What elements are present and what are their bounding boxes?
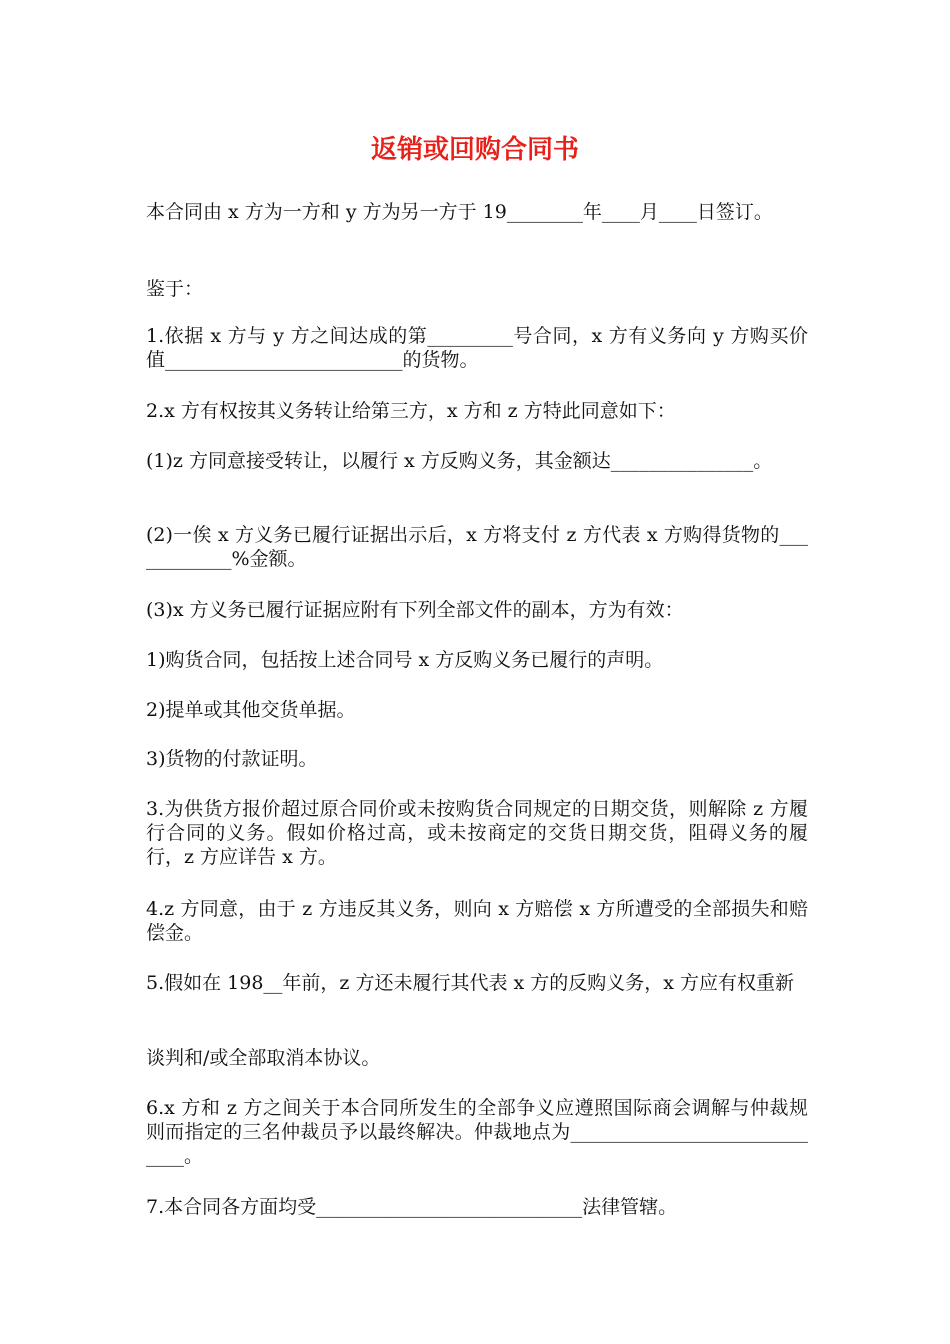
paragraph-item-3: 3)货物的付款证明。 [146, 748, 318, 770]
paragraph-clause-2-3: (3)x 方义务已履行证据应附有下列全部文件的副本，方为有效： [146, 599, 684, 621]
paragraph-clause-3: 3.为供货方报价超过原合同价或未按购货合同规定的日期交货，则解除 z 方履行合同的义务。假如价格过高，或未按商定的交货日期交货，阻碍义务的履行，z 方应详告 x 方。 [146, 798, 808, 868]
document-title: 返销或回购合同书 [370, 135, 579, 165]
paragraph-clause-2: 2.x 方有权按其义务转让给第三方，x 方和 z 方特此同意如下： [146, 400, 676, 422]
paragraph-clause-7: 7.本合同各方面均受____________________________法律管辖。 [146, 1196, 678, 1218]
paragraph-preamble: 本合同由 x 方为一方和 y 方为另一方于 19________年____月____日签订。 [146, 201, 773, 223]
paragraph-clause-6: 6.x 方和 z 方之间关于本合同所发生的全部争义应遵照国际商会调解与仲裁规则而指定的三名仲裁员予以最终解决。仲裁地点为_____________________________。 [146, 1097, 808, 1167]
paragraph-item-1: 1)购货合同，包括按上述合同号 x 方反购义务已履行的声明。 [146, 649, 664, 671]
paragraph-clause-4: 4.z 方同意，由于 z 方违反其义务，则向 x 方赔偿 x 方所遭受的全部损失和赔偿金。 [146, 898, 808, 944]
paragraph-clause-2-1: (1)z 方同意接受转让，以履行 x 方反购义务，其金额达_______________。 [146, 450, 773, 472]
paragraph-item-2: 2)提单或其他交货单据。 [146, 699, 356, 721]
paragraph-whereas: 鉴于： [146, 278, 204, 300]
paragraph-clause-5-cont: 谈判和/或全部取消本协议。 [146, 1047, 381, 1069]
paragraph-clause-5: 5.假如在 198__年前，z 方还未履行其代表 x 方的反购义务，x 方应有权重新 [146, 972, 795, 994]
paragraph-clause-2-2: (2)一俟 x 方义务已履行证据出示后，x 方将支付 z 方代表 x 方购得货物的____________%金额。 [146, 524, 808, 570]
paragraph-clause-1: 1.依据 x 方与 y 方之间达成的第_________号合同，x 方有义务向 y 方购买价值_________________________的货物。 [146, 325, 808, 371]
